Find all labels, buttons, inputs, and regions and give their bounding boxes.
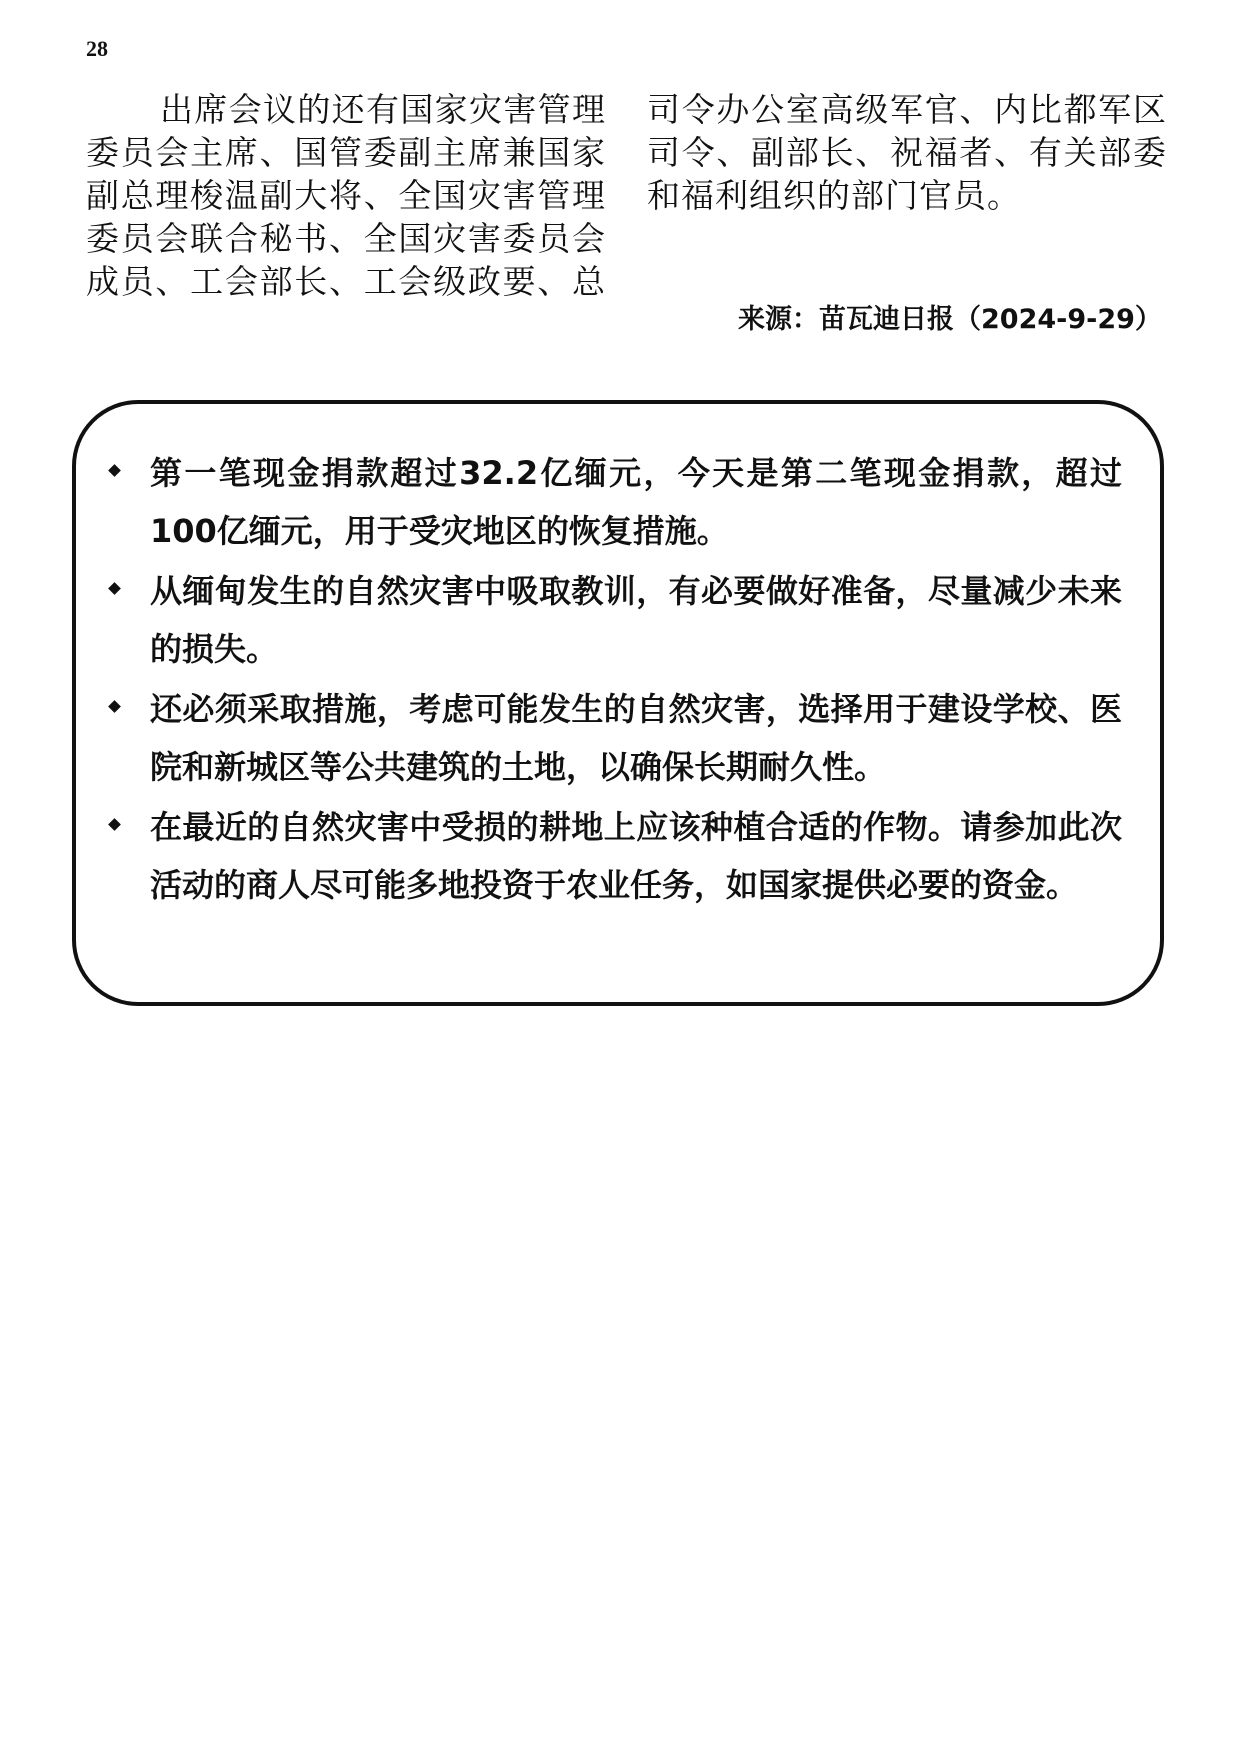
summary-bullet-text: 第一笔现金捐款超过32.2亿缅元，今天是第二笔现金捐款，超过100亿缅元，用于受灾地区的恢复措施。	[150, 454, 1122, 550]
article-paragraph-right: 司令办公室高级军官、内比都军区司令、副部长、祝福者、有关部委和福利组织的部门官员。	[647, 90, 1167, 215]
article-left-column	[86, 88, 606, 303]
summary-bullet-list	[100, 444, 1122, 914]
article-paragraph-left: 出席会议的还有国家灾害管理委员会主席、国管委副主席兼国家副总理梭温副大将、全国灾害管理委员会联合秘书、全国灾害委员会成员、工会部长、工会级政要、总	[86, 90, 606, 301]
diamond-bullet-icon	[108, 700, 121, 713]
diamond-bullet-icon	[108, 464, 121, 477]
article-source: 来源：苗瓦迪日报（2024-9-29）	[738, 304, 1162, 335]
summary-bullet-item	[100, 562, 1122, 678]
diamond-bullet-icon	[108, 582, 121, 595]
diamond-bullet-icon	[108, 818, 121, 831]
summary-bullet-text: 还必须采取措施，考虑可能发生的自然灾害，选择用于建设学校、医院和新城区等公共建筑的土地，以确保长期耐久性。	[150, 690, 1122, 786]
article-right-column	[647, 88, 1167, 217]
summary-bullet-text: 在最近的自然灾害中受损的耕地上应该种植合适的作物。请参加此次活动的商人尽可能多地投资于农业任务，如国家提供必要的资金。	[150, 808, 1122, 904]
summary-box	[72, 400, 1164, 1006]
summary-bullet-item	[100, 680, 1122, 796]
page-number: 28	[86, 36, 108, 61]
summary-bullet-text: 从缅甸发生的自然灾害中吸取教训，有必要做好准备，尽量减少未来的损失。	[150, 572, 1122, 668]
summary-bullet-item	[100, 798, 1122, 914]
summary-bullet-item	[100, 444, 1122, 560]
